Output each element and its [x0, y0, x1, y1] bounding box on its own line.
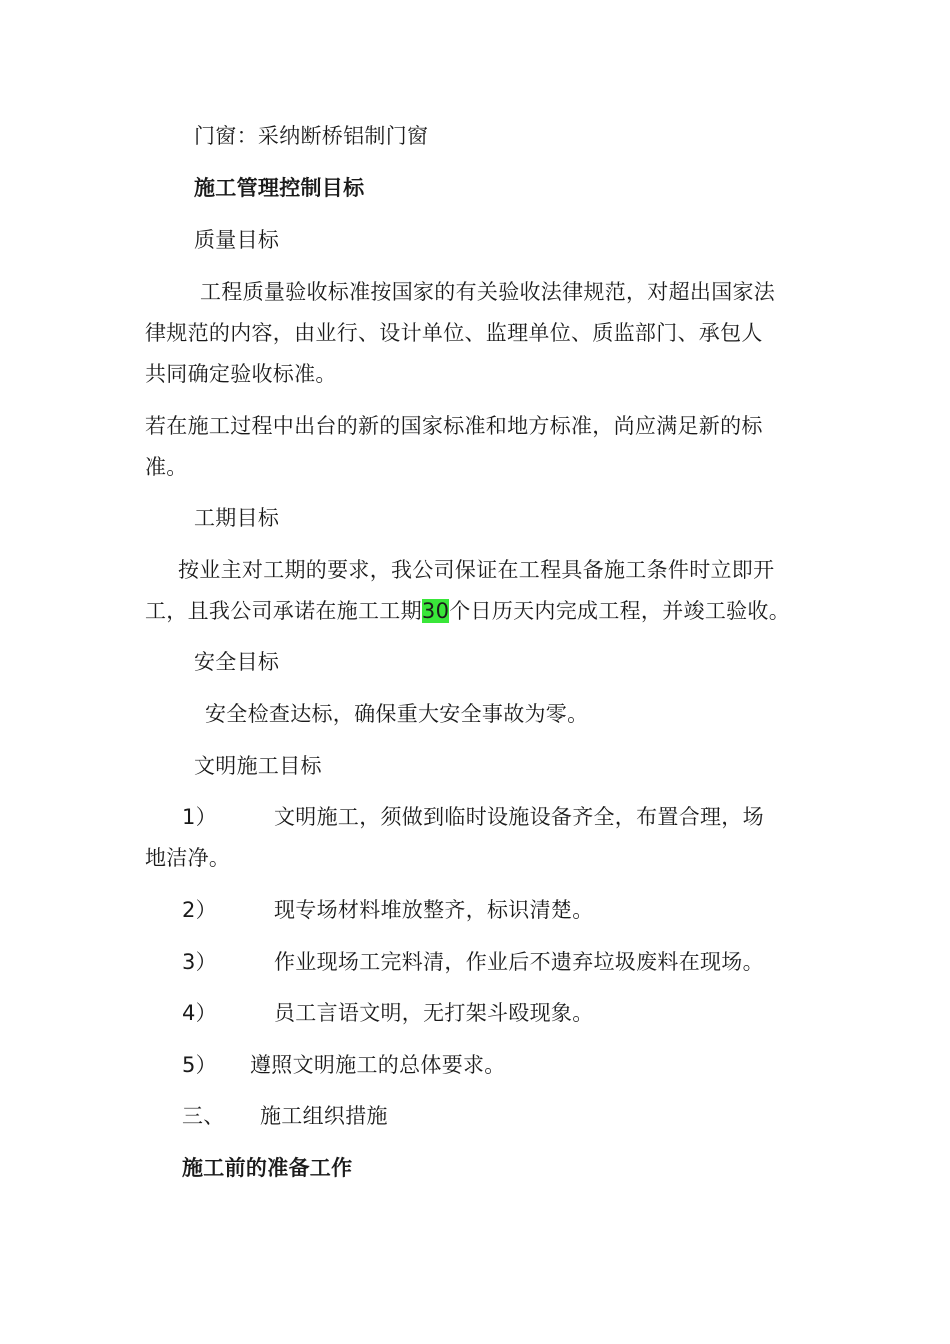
list-item-number: 3）: [182, 950, 217, 974]
list-item: [182, 1001, 594, 1025]
list-item: [182, 950, 764, 974]
safety-text: 安全检查达标，确保重大安全事故为零。: [205, 702, 589, 726]
quality-paragraph2-line-1: 若在施工过程中出台的新的国家标准和地方标准，尚应满足新的标: [145, 414, 763, 438]
quality-target-title: 质量目标: [194, 228, 280, 252]
quality-paragraph-line-3: 共同确定验收标准。: [145, 362, 337, 386]
list-item-text: 现专场材料堆放整齐，标识清楚。: [274, 898, 594, 922]
section-3-heading: [182, 1104, 388, 1128]
list-item-text: 遵照文明施工的总体要求。: [250, 1053, 506, 1077]
period-target-title: 工期目标: [194, 506, 280, 530]
list-item-number: 2）: [182, 898, 217, 922]
quality-paragraph-line-1: 工程质量验收标准按国家的有关验收法律规范，对超出国家法: [200, 280, 776, 304]
list-item-number: 4）: [182, 1001, 217, 1025]
period-text-before: 工，且我公司承诺在施工工期: [145, 599, 422, 623]
prep-work-heading: 施工前的准备工作: [182, 1156, 353, 1180]
civil-target-title: 文明施工目标: [194, 754, 322, 778]
period-paragraph-line-1: 按业主对工期的要求，我公司保证在工程具备施工条件时立即开: [178, 558, 775, 582]
list-item-text: 文明施工，须做到临时设施设备齐全，布置合理，场: [274, 805, 764, 829]
period-text-after: 个日历天内完成工程，并竣工验收。: [449, 599, 791, 623]
quality-paragraph-line-2: 律规范的内容，由业行、设计单位、监理单位、质监部门、承包人: [145, 321, 763, 345]
quality-paragraph2-line-2: 准。: [145, 455, 188, 479]
list-item: [182, 805, 764, 829]
section-title: 施工组织措施: [260, 1104, 388, 1128]
heading-control-targets: 施工管理控制目标: [194, 176, 365, 200]
door-window-line: 门窗：采纳断桥铝制门窗: [194, 124, 429, 148]
period-paragraph-line-2: [145, 599, 790, 623]
list-item-number: 1）: [182, 805, 217, 829]
list-item: [182, 898, 594, 922]
list-item-number: 5）: [182, 1053, 217, 1077]
period-days-highlight: 30: [421, 599, 450, 623]
list-item-continuation: 地洁净。: [145, 846, 231, 870]
list-item-text: 作业现场工完料清，作业后不遗弃垃圾废料在现场。: [274, 950, 764, 974]
list-item: [182, 1053, 506, 1077]
safety-target-title: 安全目标: [194, 650, 280, 674]
list-item-text: 员工言语文明，无打架斗殴现象。: [274, 1001, 594, 1025]
section-number: 三、: [182, 1104, 225, 1128]
